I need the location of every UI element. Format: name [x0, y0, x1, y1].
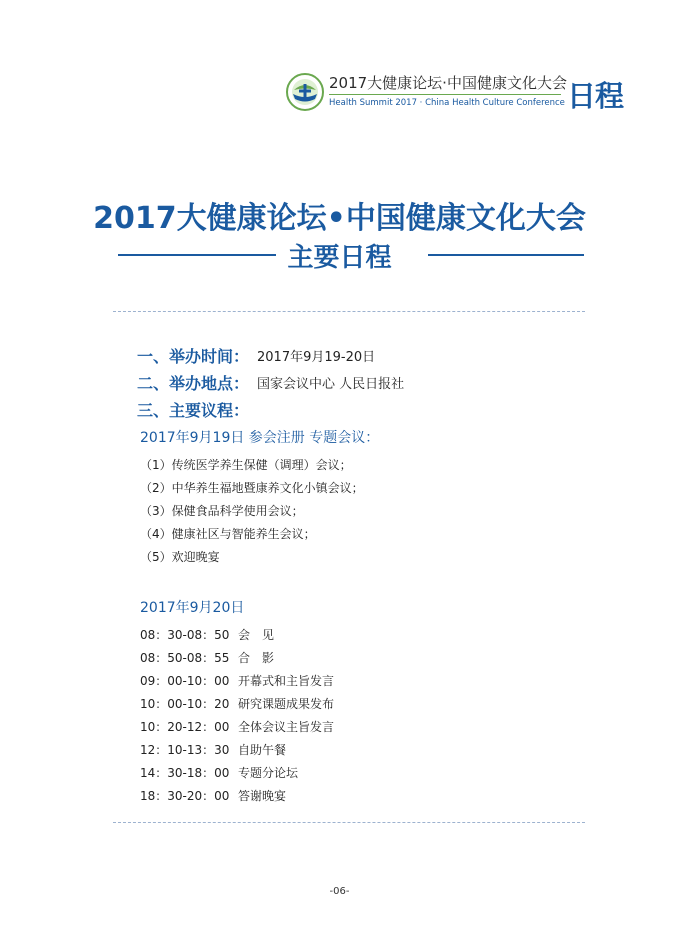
- schedule-row: [140, 741, 286, 758]
- schedule-event: 专题分论坛: [238, 766, 299, 780]
- schedule-event: 开幕式和主旨发言: [238, 674, 335, 688]
- section-place-label: 二、举办地点：: [137, 374, 250, 393]
- page-number: -06-: [329, 886, 350, 897]
- schedule-row: [140, 695, 334, 712]
- schedule-time: 08：50-08：55: [140, 651, 230, 665]
- section-agenda-label: 三、主要议程：: [137, 401, 250, 420]
- schedule-row: [140, 718, 334, 735]
- schedule-event: 会见: [238, 628, 287, 642]
- schedule-time: 14：30-18：00: [140, 766, 230, 780]
- list-item: （3）保健食品科学使用会议；: [140, 504, 304, 518]
- schedule-event: 自助午餐: [238, 743, 287, 757]
- header-title-zh: 2017大健康论坛·中国健康文化大会: [329, 74, 567, 92]
- list-item: （4）健康社区与智能养生会议；: [140, 527, 316, 541]
- schedule-time: 09：00-10：00: [140, 674, 230, 688]
- schedule-time: 08：30-08：50: [140, 628, 230, 642]
- page-subtitle: 主要日程: [287, 243, 392, 273]
- section-place-value: 国家会议中心 人民日报社: [257, 377, 405, 392]
- header-schedule-label: 日程: [567, 79, 624, 113]
- schedule-row: [140, 649, 286, 666]
- page-title: 2017大健康论坛•中国健康文化大会: [93, 201, 586, 236]
- globe-logo-icon: [285, 72, 325, 112]
- header-rule: [329, 94, 561, 95]
- divider-top: [113, 311, 585, 312]
- page-header: [285, 70, 625, 114]
- title-rule-right: [428, 254, 584, 256]
- list-item: （5）欢迎晚宴: [140, 550, 220, 564]
- day2-heading: 2017年9月20日: [140, 600, 245, 616]
- schedule-row: [140, 787, 286, 804]
- list-item: （2）中华养生福地暨康养文化小镇会议；: [140, 481, 364, 495]
- schedule-event: 全体会议主旨发言: [238, 720, 335, 734]
- divider-bottom: [113, 822, 585, 823]
- schedule-time: 10：20-12：00: [140, 720, 230, 734]
- schedule-event: 研究课题成果发布: [238, 697, 335, 711]
- list-item: （1）传统医学养生保健（调理）会议；: [140, 458, 352, 472]
- schedule-time: 10：00-10：20: [140, 697, 230, 711]
- schedule-time: 12：10-13：30: [140, 743, 230, 757]
- schedule-event: 合影: [238, 651, 287, 665]
- section-time-value: 2017年9月19-20日: [257, 350, 376, 365]
- schedule-time: 18：30-20：00: [140, 789, 230, 803]
- schedule-event: 答谢晚宴: [238, 789, 287, 803]
- schedule-row: [140, 626, 286, 643]
- section-time-label: 一、举办时间：: [137, 347, 250, 366]
- schedule-row: [140, 672, 334, 689]
- day1-heading: 2017年9月19日 参会注册 专题会议：: [140, 430, 380, 446]
- header-title-en: Health Summit 2017 · China Health Culture Conference: [329, 98, 565, 108]
- schedule-row: [140, 764, 298, 781]
